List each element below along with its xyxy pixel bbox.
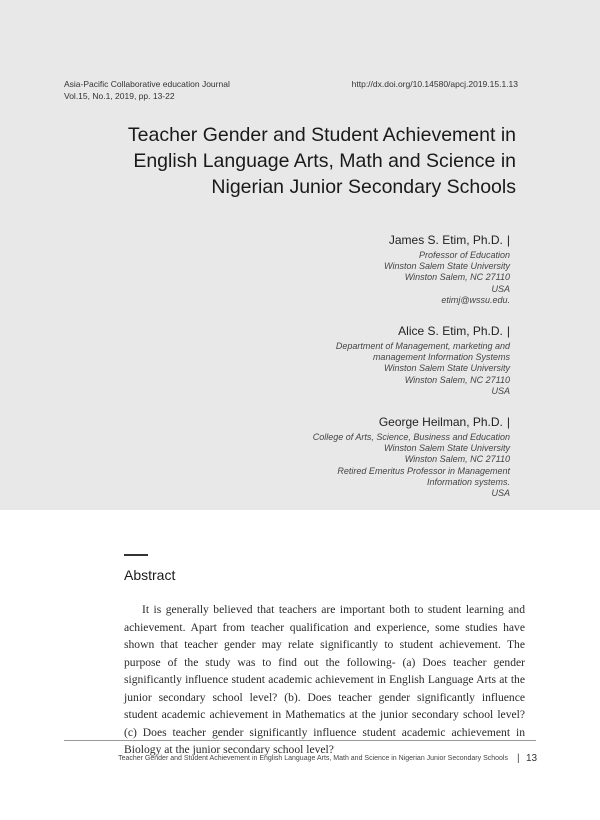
affiliation-line: Retired Emeritus Professor in Management	[337, 465, 510, 476]
affiliation-line: Professor of Education	[418, 250, 510, 260]
affiliation-line: Winston Salem, NC 27110	[404, 454, 510, 465]
affiliation-line: Winston Salem State University	[384, 261, 510, 272]
page-number: 13	[526, 753, 538, 764]
abstract-rule	[124, 554, 148, 556]
author-name: George Heilman, Ph.D. |	[378, 415, 510, 429]
footer-separator: |	[517, 753, 520, 764]
affiliation-line: College of Arts, Science, Business and Education	[312, 432, 510, 442]
affiliation-line: Winston Salem State University	[384, 443, 510, 454]
affiliation-line: Winston Salem, NC 27110	[404, 374, 510, 385]
affiliation-line: USA	[491, 283, 510, 294]
affiliation-line: USA	[491, 385, 510, 396]
author-name: James S. Etim, Ph.D. |	[388, 233, 510, 247]
abstract-heading: Abstract	[124, 567, 176, 583]
journal-volume: Vol.15, No.1, 2019, pp. 13-22	[64, 91, 175, 101]
affiliation-line: USA	[491, 488, 510, 499]
author-block	[190, 414, 510, 499]
title-line: Nigerian Junior Secondary Schools	[211, 176, 516, 198]
journal-name: Asia-Pacific Collaborative education Journal	[64, 79, 230, 89]
affiliation-line: management Information Systems	[372, 352, 510, 363]
doi-link[interactable]: http://dx.doi.org/10.14580/apcj.2019.15.1.13	[351, 79, 518, 89]
title-line: Teacher Gender and Student Achievement in	[127, 124, 516, 146]
author-block	[190, 323, 510, 397]
affiliation-line: Department of Management, marketing and	[335, 341, 510, 351]
author-name: Alice S. Etim, Ph.D. |	[398, 324, 510, 338]
title-line: English Language Arts, Math and Science in	[133, 150, 516, 172]
abstract-text: It is generally believed that teachers are important both to student learning and achievement. Apart from teacher qualification and experience, some studies have shown that teacher gender may relate significantly to student achievement. The purpose of the study was to find out the following- (a) Does teacher gender significantly influence student academic achievement in English Language Arts at the junior secondary school level? (b). Does teacher gender significantly influence student academic achievement in Mathematics at the junior secondary school level? (c) Does teacher gender significantly influence student academic achievement in Biology at the junior secondary school level?	[124, 603, 525, 756]
footer-divider	[64, 740, 536, 741]
affiliation-line: Winston Salem State University	[384, 363, 510, 374]
paper-title	[56, 122, 516, 200]
affiliation-line: Winston Salem, NC 27110	[404, 272, 510, 283]
author-block	[190, 232, 510, 306]
running-title: Teacher Gender and Student Achievement in English Language Arts, Math and Science in Nigerian Junior Secondary Schools	[118, 755, 508, 762]
affiliation-line: Information systems.	[426, 476, 510, 487]
author-email[interactable]: etimj@wssu.edu.	[441, 294, 510, 305]
